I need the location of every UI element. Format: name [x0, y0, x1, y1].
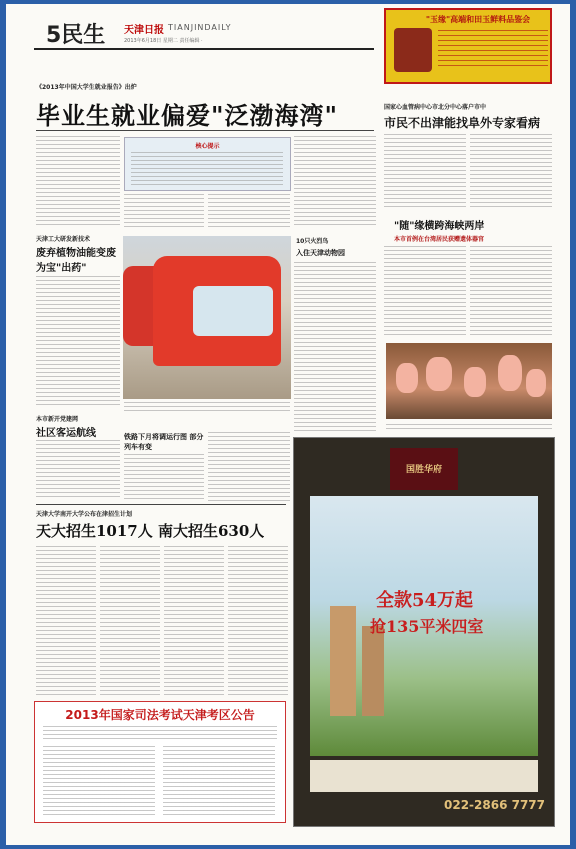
left-story1-body [36, 276, 120, 406]
left-story1-kicker: 天津工大研发新技术 [36, 236, 91, 243]
right-body-col2 [470, 134, 552, 208]
left-story2-headline: 社区客运航线 [36, 428, 96, 439]
lead-body-col4 [294, 136, 376, 228]
flamingo-photo [386, 343, 552, 419]
bridge-sub: 本市首例在台湾居民获赠遗体器官 [394, 236, 485, 243]
notice-title: 2013年国家司法考试天津考区公告 [65, 708, 255, 722]
callout-text [131, 152, 283, 186]
enroll-body-col2 [100, 546, 160, 696]
paper-name: 天津日报 [124, 25, 164, 36]
mid-headline: 入住天津动物园 [296, 248, 345, 257]
bus-caption [124, 402, 290, 414]
vehicle-front [153, 256, 281, 366]
ad-tower-2 [362, 626, 384, 716]
rail-headline: 铁路下月将调运行图 部分列车有变 [124, 432, 204, 451]
rail-body-col1 [124, 454, 204, 502]
mid-body [294, 262, 376, 434]
bridge-body-col2 [470, 246, 552, 338]
callout-title: 核心提示 [195, 143, 220, 150]
top-ad-text [438, 30, 548, 70]
notice-intro [43, 726, 277, 740]
ad-logo-text: 国胜华府 [405, 465, 442, 475]
bridge-body-col1 [384, 246, 466, 338]
top-ad-title: "玉缘"高端和田玉鲜料品鉴会 [425, 15, 531, 24]
rail-body-col2 [208, 432, 290, 502]
enroll-kicker: 天津大学南开大学公布在津招生计划 [36, 511, 133, 518]
lead-headline: 毕业生就业偏爱"泛渤海湾" [36, 101, 339, 130]
bridge-headline: "随"缘横跨海峡两岸 [394, 221, 485, 232]
enroll-rule [36, 504, 286, 505]
ad-building-image [310, 496, 538, 756]
mid-kicker: 10只火烈鸟 [296, 238, 329, 245]
enroll-body-col4 [228, 546, 288, 696]
left-story1-headline: 废弃植物油能变废为宝"出药" [36, 248, 116, 274]
top-ad[interactable] [384, 8, 552, 84]
vehicle-window [193, 286, 273, 336]
fire-vehicle-photo [123, 236, 291, 399]
lead-body-col1 [36, 136, 120, 228]
newspaper-page [6, 4, 570, 845]
lead-body-col3 [208, 194, 290, 230]
right-body-col1 [384, 134, 466, 208]
paper-pinyin: TIANJINDAILY [168, 23, 232, 32]
enroll-body-col1 [36, 546, 96, 696]
ad-price-line2: 抢135平米四室 [370, 617, 484, 636]
left-story2-body [36, 440, 120, 500]
lead-kicker: 《2013年中国大学生就业报告》出炉 [36, 84, 137, 91]
notice-col2 [163, 746, 275, 816]
judicial-exam-notice [34, 701, 286, 823]
left-story2-kicker: 本市新开党建网 [36, 416, 79, 423]
ad-price-line1: 全款54万起 [376, 590, 474, 611]
header-rule [34, 48, 374, 50]
right-headline: 市民不出津能找阜外专家看病 [384, 116, 541, 130]
enroll-headline: 天大招生1017人 南大招生630人 [36, 522, 265, 540]
page-label: 5民生 [46, 23, 106, 48]
lead-body-col2 [124, 194, 204, 230]
top-ad-image [394, 28, 432, 72]
notice-col1 [43, 746, 155, 816]
lead-callout [124, 137, 291, 191]
right-kicker: 国家心血管病中心市北分中心落户市中 [384, 104, 487, 111]
ad-phone: 022-2866 7777 [444, 798, 546, 812]
ad-tower-1 [330, 606, 356, 716]
enroll-body-col3 [164, 546, 224, 696]
ad-floorplan [310, 760, 538, 792]
real-estate-ad[interactable] [293, 437, 555, 827]
flamingo-caption [386, 424, 552, 432]
date-line: 2013年6月18日 星期二 责任编辑 · [124, 38, 203, 44]
lead-rule [36, 130, 374, 131]
ad-logo [390, 448, 458, 490]
